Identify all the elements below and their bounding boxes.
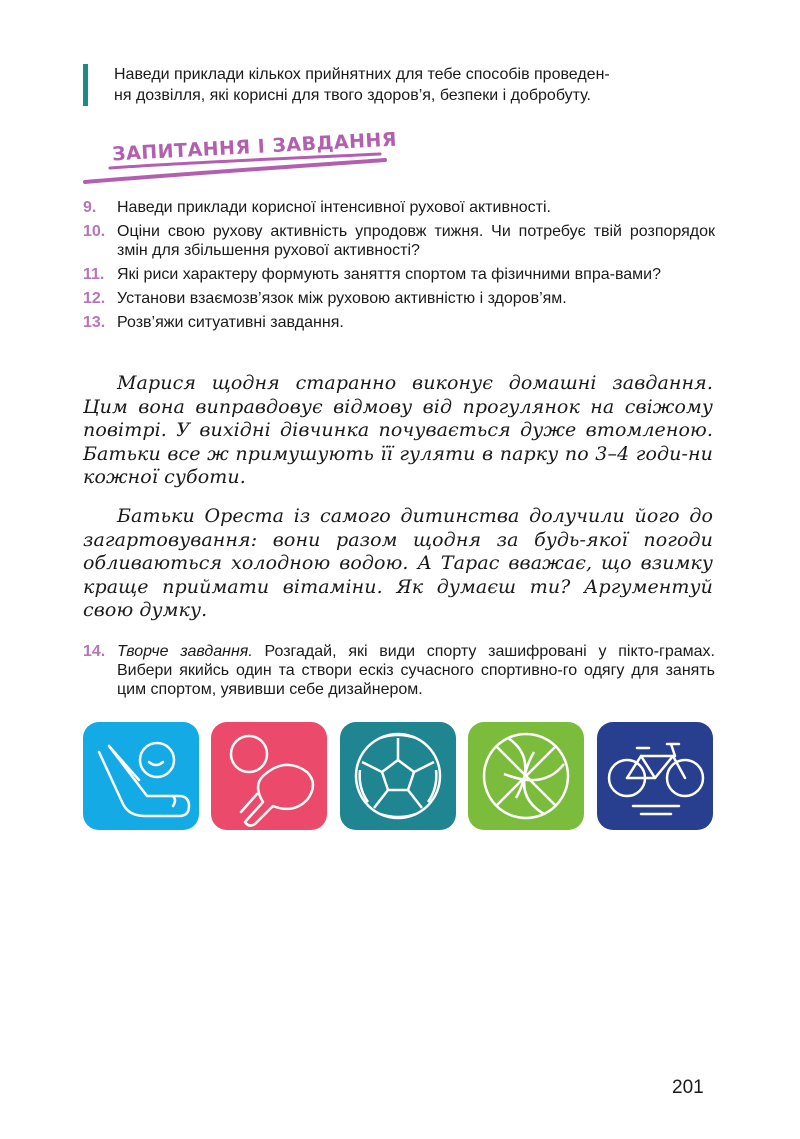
task-11 [83, 265, 715, 284]
pictogram-bowling [83, 722, 199, 830]
task-13 [83, 313, 715, 332]
section-heading [80, 130, 400, 190]
task-10 [83, 222, 715, 260]
pictogram-soccer [340, 722, 456, 830]
task-number: 11. [83, 266, 105, 283]
task-12 [83, 289, 715, 308]
task-text: Які риси характеру формують заняття спортом та фізичними впра-вами? [117, 266, 661, 283]
intro-line-2: ня дозвілля, які корисні для твого здоров’я, безпеки і добробуту. [114, 87, 591, 104]
pictogram-bicycle [597, 722, 713, 830]
intro-note [83, 64, 723, 106]
creative-task-label: Творче завдання. [117, 643, 253, 660]
pictogram-basketball [468, 722, 584, 830]
section-title: ЗАПИТАННЯ І ЗАВДАННЯ [111, 128, 398, 166]
task-14 [83, 642, 715, 699]
situational-task-1: Марися щодня старанно виконує домашні завдання. Цим вона виправдовує відмову від прогулянок на свіжому повітрі. У вихідні дівчинка почувається дуже втомленою. Батьки все ж примушують її гуляти в парку по 3–4 годи-ни кожної суботи. [83, 372, 713, 488]
task-number: 12. [83, 290, 106, 307]
situational-task-2: Батьки Ореста із самого дитинства долучили його до загартовування: вони разом щодня за будь-якої погоди обливаються холодною водою. А Тарас вважає, що взимку краще приймати вітаміни. Як думаєш ти? Аргументуй свою думку. [83, 505, 713, 621]
pictogram-table-tennis [211, 722, 327, 830]
soccer-ball-icon [340, 722, 456, 830]
creative-task-text: Розгадай, які види спорту зашифровані у пікто-грамах. Вибери якийсь один та створи ескіз сучасного спортивно-го одягу для занять цим спортом, уявивши себе дизайнером. [117, 643, 715, 698]
bicycle-icon [597, 722, 713, 830]
task-number: 10. [83, 223, 106, 240]
task-number: 9. [83, 199, 97, 216]
basketball-icon [468, 722, 584, 830]
task-number: 13. [83, 314, 106, 331]
task-number: 14. [83, 643, 106, 660]
bowling-icon [83, 722, 199, 830]
table-tennis-icon [211, 722, 327, 830]
task-list [83, 198, 715, 337]
page-number: 201 [672, 1077, 704, 1098]
task-text: Розв’яжи ситуативні завдання. [117, 314, 344, 331]
task-9 [83, 198, 715, 217]
task-text: Оціни свою рухову активність упродовж тижня. Чи потребує твій розпорядок змін для збільшення рухової активності? [117, 223, 715, 259]
task-text: Установи взаємозв’язок між руховою активністю і здоров’ям. [117, 290, 567, 307]
intro-line-1: Наведи приклади кількох прийнятних для тебе способів проведен- [114, 66, 610, 83]
sport-pictograms [83, 722, 713, 830]
task-text [117, 642, 715, 699]
task-text: Наведи приклади корисної інтенсивної рухової активності. [117, 199, 551, 216]
